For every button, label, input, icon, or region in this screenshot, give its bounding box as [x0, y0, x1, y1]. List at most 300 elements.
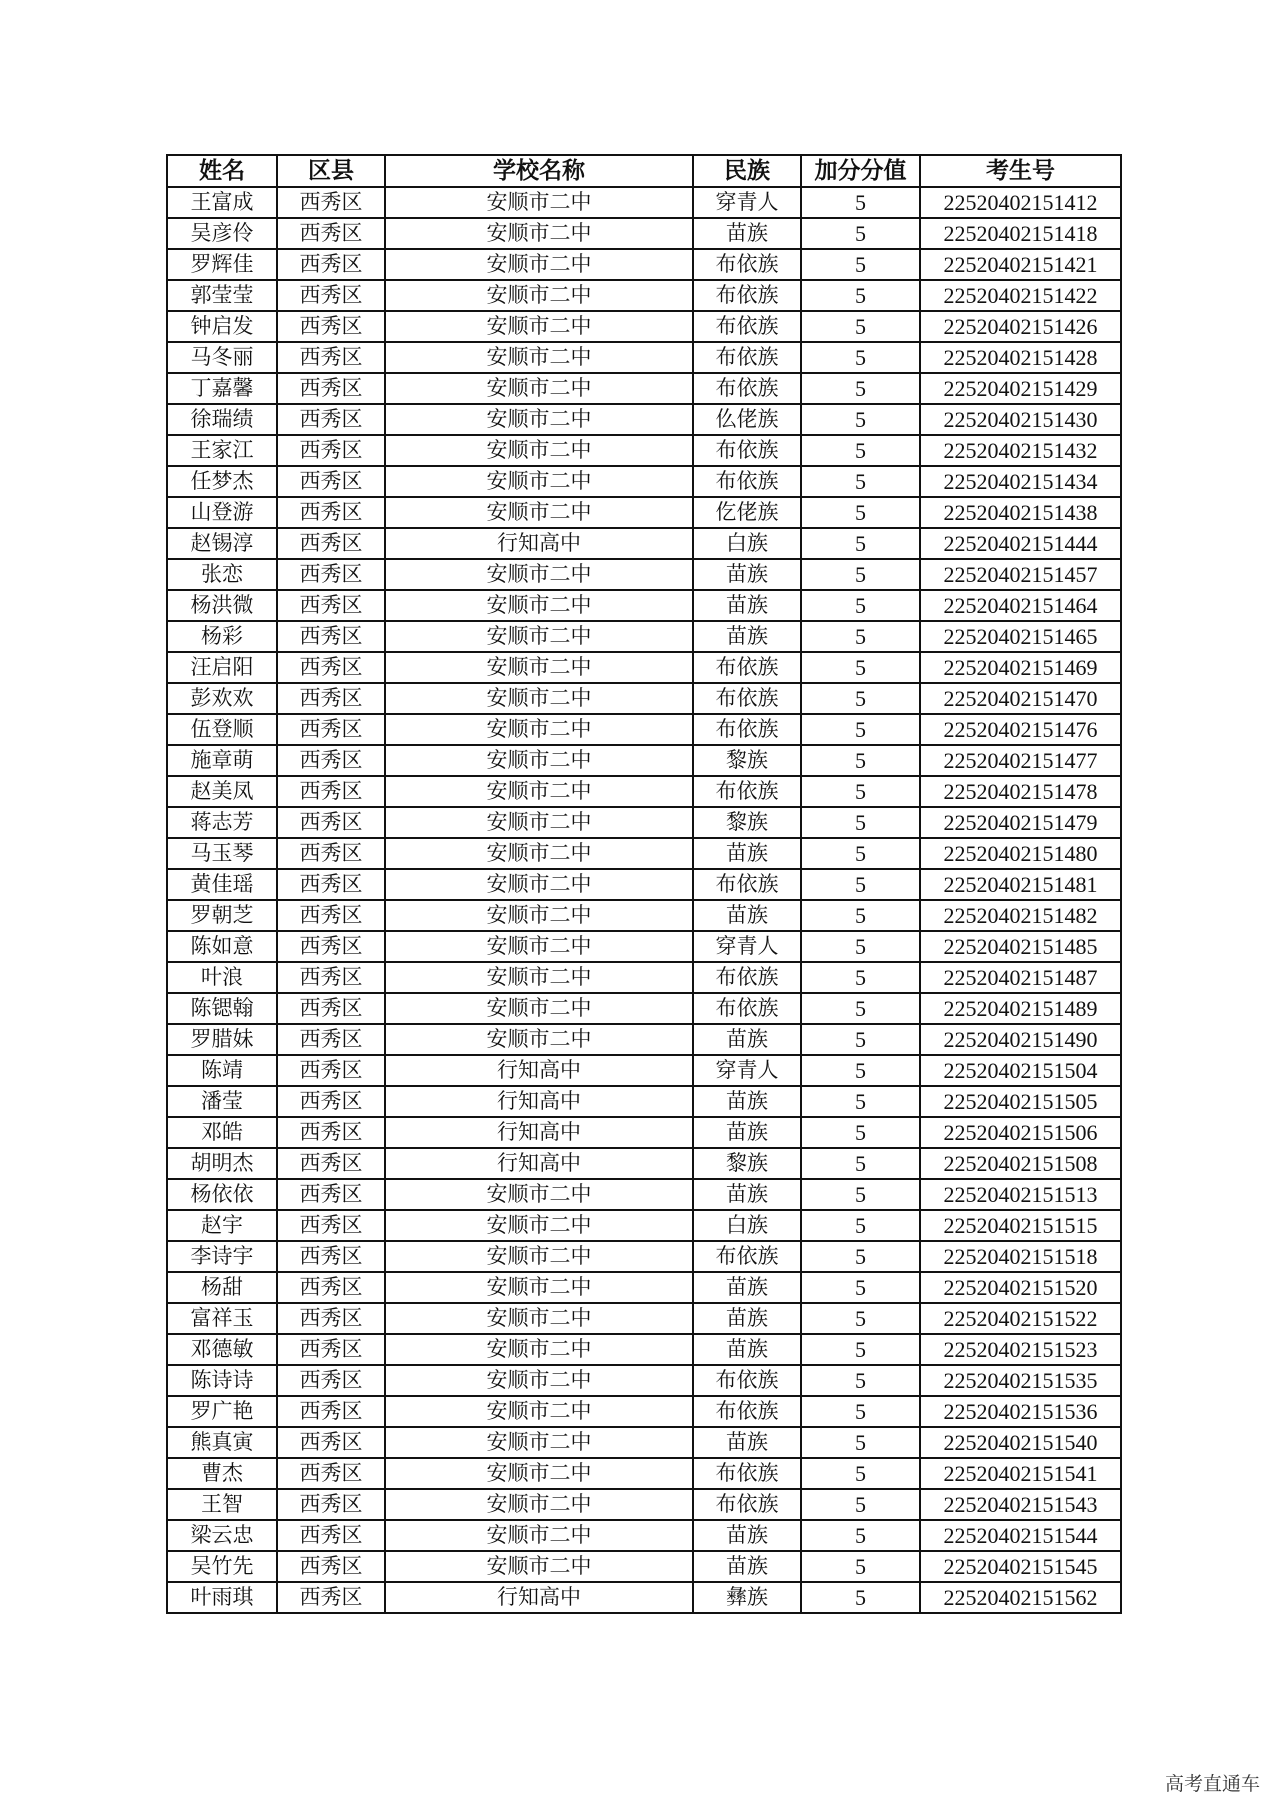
cell-district: 西秀区 — [277, 187, 385, 218]
cell-ethnicity: 穿青人 — [693, 1055, 801, 1086]
cell-school: 安顺市二中 — [385, 590, 693, 621]
cell-bonus: 5 — [801, 249, 920, 280]
cell-school: 行知高中 — [385, 1086, 693, 1117]
cell-school: 行知高中 — [385, 1117, 693, 1148]
cell-exam-id: 22520402151540 — [920, 1427, 1121, 1458]
cell-name: 陈诗诗 — [167, 1365, 277, 1396]
cell-bonus: 5 — [801, 993, 920, 1024]
table-row — [167, 342, 1121, 373]
table-row — [167, 1396, 1121, 1427]
cell-name: 赵锡淳 — [167, 528, 277, 559]
cell-name: 陈锶翰 — [167, 993, 277, 1024]
cell-ethnicity: 布依族 — [693, 373, 801, 404]
cell-name: 罗腊妹 — [167, 1024, 277, 1055]
cell-school: 安顺市二中 — [385, 900, 693, 931]
cell-bonus: 5 — [801, 311, 920, 342]
cell-exam-id: 22520402151481 — [920, 869, 1121, 900]
cell-school: 安顺市二中 — [385, 776, 693, 807]
cell-ethnicity: 布依族 — [693, 342, 801, 373]
cell-name: 王家江 — [167, 435, 277, 466]
cell-exam-id: 22520402151469 — [920, 652, 1121, 683]
table-row — [167, 528, 1121, 559]
cell-bonus: 5 — [801, 1055, 920, 1086]
cell-ethnicity: 黎族 — [693, 807, 801, 838]
table-row — [167, 1489, 1121, 1520]
cell-ethnicity: 黎族 — [693, 745, 801, 776]
cell-name: 曹杰 — [167, 1458, 277, 1489]
cell-exam-id: 22520402151520 — [920, 1272, 1121, 1303]
cell-school: 安顺市二中 — [385, 1520, 693, 1551]
watermark: 高考直通车 — [1164, 1773, 1260, 1795]
cell-bonus: 5 — [801, 1334, 920, 1365]
cell-school: 安顺市二中 — [385, 869, 693, 900]
cell-district: 西秀区 — [277, 1396, 385, 1427]
cell-name: 罗朝芝 — [167, 900, 277, 931]
cell-exam-id: 22520402151536 — [920, 1396, 1121, 1427]
cell-ethnicity: 苗族 — [693, 218, 801, 249]
table-row — [167, 218, 1121, 249]
cell-district: 西秀区 — [277, 373, 385, 404]
cell-district: 西秀区 — [277, 1272, 385, 1303]
cell-ethnicity: 布依族 — [693, 652, 801, 683]
cell-bonus: 5 — [801, 1117, 920, 1148]
cell-ethnicity: 布依族 — [693, 1241, 801, 1272]
cell-school: 安顺市二中 — [385, 249, 693, 280]
table-row — [167, 1427, 1121, 1458]
cell-ethnicity: 布依族 — [693, 776, 801, 807]
cell-bonus: 5 — [801, 1148, 920, 1179]
cell-exam-id: 22520402151523 — [920, 1334, 1121, 1365]
cell-bonus: 5 — [801, 373, 920, 404]
cell-name: 陈如意 — [167, 931, 277, 962]
cell-ethnicity: 彝族 — [693, 1582, 801, 1613]
cell-district: 西秀区 — [277, 1086, 385, 1117]
cell-exam-id: 22520402151464 — [920, 590, 1121, 621]
cell-district: 西秀区 — [277, 311, 385, 342]
cell-exam-id: 22520402151505 — [920, 1086, 1121, 1117]
cell-ethnicity: 苗族 — [693, 838, 801, 869]
cell-district: 西秀区 — [277, 466, 385, 497]
cell-ethnicity: 仫佬族 — [693, 404, 801, 435]
header-row — [167, 155, 1121, 187]
cell-district: 西秀区 — [277, 1117, 385, 1148]
cell-name: 赵宇 — [167, 1210, 277, 1241]
cell-district: 西秀区 — [277, 1303, 385, 1334]
table-row — [167, 187, 1121, 218]
cell-bonus: 5 — [801, 404, 920, 435]
table-row — [167, 311, 1121, 342]
cell-exam-id: 22520402151513 — [920, 1179, 1121, 1210]
table-row — [167, 993, 1121, 1024]
cell-district: 西秀区 — [277, 1458, 385, 1489]
cell-school: 安顺市二中 — [385, 435, 693, 466]
table-row — [167, 1241, 1121, 1272]
cell-ethnicity: 苗族 — [693, 590, 801, 621]
cell-ethnicity: 布依族 — [693, 1489, 801, 1520]
cell-school: 安顺市二中 — [385, 1024, 693, 1055]
cell-name: 熊真寅 — [167, 1427, 277, 1458]
cell-school: 安顺市二中 — [385, 466, 693, 497]
cell-name: 郭莹莹 — [167, 280, 277, 311]
cell-ethnicity: 苗族 — [693, 1303, 801, 1334]
cell-bonus: 5 — [801, 683, 920, 714]
cell-school: 安顺市二中 — [385, 559, 693, 590]
table-row — [167, 1024, 1121, 1055]
cell-exam-id: 22520402151422 — [920, 280, 1121, 311]
cell-ethnicity: 布依族 — [693, 993, 801, 1024]
cell-district: 西秀区 — [277, 249, 385, 280]
cell-name: 钟启发 — [167, 311, 277, 342]
cell-school: 安顺市二中 — [385, 373, 693, 404]
cell-ethnicity: 布依族 — [693, 311, 801, 342]
cell-bonus: 5 — [801, 838, 920, 869]
table-row — [167, 1551, 1121, 1582]
table-row — [167, 621, 1121, 652]
cell-district: 西秀区 — [277, 807, 385, 838]
cell-bonus: 5 — [801, 1086, 920, 1117]
cell-name: 张恋 — [167, 559, 277, 590]
cell-district: 西秀区 — [277, 1365, 385, 1396]
cell-bonus: 5 — [801, 1272, 920, 1303]
cell-bonus: 5 — [801, 466, 920, 497]
cell-school: 安顺市二中 — [385, 683, 693, 714]
header-ethnicity: 民族 — [693, 155, 801, 187]
cell-ethnicity: 布依族 — [693, 1365, 801, 1396]
table-row — [167, 776, 1121, 807]
cell-school: 安顺市二中 — [385, 1396, 693, 1427]
cell-name: 邓皓 — [167, 1117, 277, 1148]
cell-bonus: 5 — [801, 807, 920, 838]
table-row — [167, 373, 1121, 404]
table-row — [167, 1458, 1121, 1489]
cell-exam-id: 22520402151426 — [920, 311, 1121, 342]
cell-exam-id: 22520402151508 — [920, 1148, 1121, 1179]
cell-ethnicity: 黎族 — [693, 1148, 801, 1179]
cell-name: 马玉琴 — [167, 838, 277, 869]
cell-name: 汪启阳 — [167, 652, 277, 683]
cell-exam-id: 22520402151444 — [920, 528, 1121, 559]
cell-school: 安顺市二中 — [385, 311, 693, 342]
cell-bonus: 5 — [801, 1520, 920, 1551]
cell-name: 叶浪 — [167, 962, 277, 993]
cell-school: 安顺市二中 — [385, 714, 693, 745]
cell-name: 赵美凤 — [167, 776, 277, 807]
cell-exam-id: 22520402151487 — [920, 962, 1121, 993]
cell-exam-id: 22520402151412 — [920, 187, 1121, 218]
table-row — [167, 1179, 1121, 1210]
cell-ethnicity: 布依族 — [693, 683, 801, 714]
table-row — [167, 900, 1121, 931]
cell-exam-id: 22520402151543 — [920, 1489, 1121, 1520]
cell-district: 西秀区 — [277, 342, 385, 373]
cell-exam-id: 22520402151418 — [920, 218, 1121, 249]
table-row — [167, 838, 1121, 869]
cell-district: 西秀区 — [277, 1210, 385, 1241]
table-row — [167, 962, 1121, 993]
cell-school: 安顺市二中 — [385, 1458, 693, 1489]
cell-ethnicity: 苗族 — [693, 1086, 801, 1117]
cell-school: 行知高中 — [385, 1055, 693, 1086]
table-row — [167, 1365, 1121, 1396]
table-row — [167, 1582, 1121, 1613]
cell-exam-id: 22520402151434 — [920, 466, 1121, 497]
cell-name: 马冬丽 — [167, 342, 277, 373]
cell-district: 西秀区 — [277, 528, 385, 559]
cell-exam-id: 22520402151489 — [920, 993, 1121, 1024]
cell-school: 安顺市二中 — [385, 962, 693, 993]
cell-exam-id: 22520402151545 — [920, 1551, 1121, 1582]
student-bonus-table — [166, 154, 1122, 1614]
cell-exam-id: 22520402151485 — [920, 931, 1121, 962]
cell-bonus: 5 — [801, 1024, 920, 1055]
cell-bonus: 5 — [801, 590, 920, 621]
table-row — [167, 1086, 1121, 1117]
table-row — [167, 435, 1121, 466]
header-school: 学校名称 — [385, 155, 693, 187]
cell-ethnicity: 苗族 — [693, 1427, 801, 1458]
cell-ethnicity: 布依族 — [693, 280, 801, 311]
cell-district: 西秀区 — [277, 559, 385, 590]
cell-exam-id: 22520402151515 — [920, 1210, 1121, 1241]
cell-name: 山登游 — [167, 497, 277, 528]
table-row — [167, 1148, 1121, 1179]
cell-district: 西秀区 — [277, 900, 385, 931]
cell-exam-id: 22520402151432 — [920, 435, 1121, 466]
cell-exam-id: 22520402151479 — [920, 807, 1121, 838]
cell-ethnicity: 布依族 — [693, 869, 801, 900]
cell-ethnicity: 苗族 — [693, 1179, 801, 1210]
cell-school: 安顺市二中 — [385, 1179, 693, 1210]
cell-name: 杨洪微 — [167, 590, 277, 621]
cell-school: 行知高中 — [385, 528, 693, 559]
cell-bonus: 5 — [801, 652, 920, 683]
cell-bonus: 5 — [801, 869, 920, 900]
cell-bonus: 5 — [801, 497, 920, 528]
cell-exam-id: 22520402151541 — [920, 1458, 1121, 1489]
cell-exam-id: 22520402151429 — [920, 373, 1121, 404]
cell-bonus: 5 — [801, 435, 920, 466]
cell-name: 邓德敏 — [167, 1334, 277, 1365]
table-row — [167, 590, 1121, 621]
cell-bonus: 5 — [801, 1458, 920, 1489]
cell-school: 安顺市二中 — [385, 280, 693, 311]
cell-district: 西秀区 — [277, 1334, 385, 1365]
cell-bonus: 5 — [801, 745, 920, 776]
cell-district: 西秀区 — [277, 1489, 385, 1520]
cell-exam-id: 22520402151430 — [920, 404, 1121, 435]
cell-school: 安顺市二中 — [385, 1303, 693, 1334]
cell-school: 行知高中 — [385, 1148, 693, 1179]
cell-bonus: 5 — [801, 1489, 920, 1520]
cell-bonus: 5 — [801, 776, 920, 807]
cell-ethnicity: 布依族 — [693, 1458, 801, 1489]
cell-name: 富祥玉 — [167, 1303, 277, 1334]
cell-bonus: 5 — [801, 621, 920, 652]
table-row — [167, 280, 1121, 311]
cell-name: 丁嘉馨 — [167, 373, 277, 404]
cell-bonus: 5 — [801, 1582, 920, 1613]
cell-exam-id: 22520402151504 — [920, 1055, 1121, 1086]
cell-school: 行知高中 — [385, 1582, 693, 1613]
cell-exam-id: 22520402151506 — [920, 1117, 1121, 1148]
cell-exam-id: 22520402151476 — [920, 714, 1121, 745]
cell-bonus: 5 — [801, 280, 920, 311]
cell-ethnicity: 布依族 — [693, 435, 801, 466]
cell-exam-id: 22520402151518 — [920, 1241, 1121, 1272]
cell-district: 西秀区 — [277, 838, 385, 869]
cell-exam-id: 22520402151428 — [920, 342, 1121, 373]
table-row — [167, 249, 1121, 280]
cell-exam-id: 22520402151522 — [920, 1303, 1121, 1334]
cell-exam-id: 22520402151477 — [920, 745, 1121, 776]
cell-school: 安顺市二中 — [385, 838, 693, 869]
cell-bonus: 5 — [801, 559, 920, 590]
cell-school: 安顺市二中 — [385, 497, 693, 528]
cell-name: 罗辉佳 — [167, 249, 277, 280]
cell-ethnicity: 苗族 — [693, 621, 801, 652]
cell-ethnicity: 苗族 — [693, 1117, 801, 1148]
cell-name: 陈靖 — [167, 1055, 277, 1086]
cell-exam-id: 22520402151470 — [920, 683, 1121, 714]
cell-district: 西秀区 — [277, 1179, 385, 1210]
table-row — [167, 1520, 1121, 1551]
cell-school: 安顺市二中 — [385, 993, 693, 1024]
cell-school: 安顺市二中 — [385, 1551, 693, 1582]
cell-ethnicity: 穿青人 — [693, 187, 801, 218]
cell-school: 安顺市二中 — [385, 745, 693, 776]
header-district: 区县 — [277, 155, 385, 187]
cell-ethnicity: 仡佬族 — [693, 497, 801, 528]
cell-ethnicity: 布依族 — [693, 466, 801, 497]
table-row — [167, 1303, 1121, 1334]
cell-bonus: 5 — [801, 342, 920, 373]
cell-name: 吴彦伶 — [167, 218, 277, 249]
cell-name: 叶雨琪 — [167, 1582, 277, 1613]
cell-ethnicity: 穿青人 — [693, 931, 801, 962]
cell-exam-id: 22520402151457 — [920, 559, 1121, 590]
cell-bonus: 5 — [801, 1241, 920, 1272]
table-row — [167, 1117, 1121, 1148]
cell-school: 安顺市二中 — [385, 187, 693, 218]
table-row — [167, 1272, 1121, 1303]
table-row — [167, 404, 1121, 435]
cell-name: 彭欢欢 — [167, 683, 277, 714]
cell-bonus: 5 — [801, 1427, 920, 1458]
table-row — [167, 652, 1121, 683]
cell-district: 西秀区 — [277, 218, 385, 249]
cell-name: 施章萌 — [167, 745, 277, 776]
cell-name: 李诗宇 — [167, 1241, 277, 1272]
cell-name: 王智 — [167, 1489, 277, 1520]
cell-district: 西秀区 — [277, 776, 385, 807]
header-bonus: 加分分值 — [801, 155, 920, 187]
cell-school: 安顺市二中 — [385, 404, 693, 435]
cell-bonus: 5 — [801, 1396, 920, 1427]
table-row — [167, 683, 1121, 714]
cell-ethnicity: 白族 — [693, 528, 801, 559]
table-row — [167, 931, 1121, 962]
cell-district: 西秀区 — [277, 931, 385, 962]
cell-district: 西秀区 — [277, 993, 385, 1024]
cell-name: 任梦杰 — [167, 466, 277, 497]
cell-school: 安顺市二中 — [385, 342, 693, 373]
cell-ethnicity: 苗族 — [693, 900, 801, 931]
cell-district: 西秀区 — [277, 1055, 385, 1086]
cell-bonus: 5 — [801, 962, 920, 993]
cell-school: 安顺市二中 — [385, 1241, 693, 1272]
cell-name: 蒋志芳 — [167, 807, 277, 838]
cell-district: 西秀区 — [277, 1582, 385, 1613]
cell-district: 西秀区 — [277, 683, 385, 714]
cell-school: 安顺市二中 — [385, 1272, 693, 1303]
cell-school: 安顺市二中 — [385, 931, 693, 962]
cell-bonus: 5 — [801, 1303, 920, 1334]
cell-bonus: 5 — [801, 931, 920, 962]
cell-school: 安顺市二中 — [385, 1365, 693, 1396]
cell-district: 西秀区 — [277, 590, 385, 621]
cell-district: 西秀区 — [277, 1148, 385, 1179]
cell-exam-id: 22520402151482 — [920, 900, 1121, 931]
cell-name: 吴竹先 — [167, 1551, 277, 1582]
cell-school: 安顺市二中 — [385, 1489, 693, 1520]
cell-ethnicity: 苗族 — [693, 1551, 801, 1582]
cell-exam-id: 22520402151562 — [920, 1582, 1121, 1613]
cell-ethnicity: 布依族 — [693, 962, 801, 993]
cell-name: 杨彩 — [167, 621, 277, 652]
cell-bonus: 5 — [801, 1551, 920, 1582]
table-row — [167, 745, 1121, 776]
cell-ethnicity: 布依族 — [693, 249, 801, 280]
cell-district: 西秀区 — [277, 714, 385, 745]
cell-exam-id: 22520402151465 — [920, 621, 1121, 652]
cell-ethnicity: 苗族 — [693, 1520, 801, 1551]
table-row — [167, 1210, 1121, 1241]
cell-name: 罗广艳 — [167, 1396, 277, 1427]
table-row — [167, 1334, 1121, 1365]
cell-ethnicity: 苗族 — [693, 1272, 801, 1303]
cell-district: 西秀区 — [277, 652, 385, 683]
cell-district: 西秀区 — [277, 280, 385, 311]
cell-bonus: 5 — [801, 528, 920, 559]
table-row — [167, 466, 1121, 497]
cell-school: 安顺市二中 — [385, 1210, 693, 1241]
table-row — [167, 497, 1121, 528]
cell-district: 西秀区 — [277, 1427, 385, 1458]
cell-name: 梁云忠 — [167, 1520, 277, 1551]
header-exam-id: 考生号 — [920, 155, 1121, 187]
table-row — [167, 714, 1121, 745]
cell-name: 杨甜 — [167, 1272, 277, 1303]
cell-district: 西秀区 — [277, 869, 385, 900]
cell-school: 安顺市二中 — [385, 807, 693, 838]
cell-bonus: 5 — [801, 1365, 920, 1396]
cell-ethnicity: 布依族 — [693, 1396, 801, 1427]
cell-name: 徐瑞绩 — [167, 404, 277, 435]
table-row — [167, 1055, 1121, 1086]
cell-ethnicity: 白族 — [693, 1210, 801, 1241]
cell-name: 王富成 — [167, 187, 277, 218]
cell-bonus: 5 — [801, 1210, 920, 1241]
cell-exam-id: 22520402151544 — [920, 1520, 1121, 1551]
cell-bonus: 5 — [801, 900, 920, 931]
cell-district: 西秀区 — [277, 1024, 385, 1055]
cell-district: 西秀区 — [277, 621, 385, 652]
cell-exam-id: 22520402151490 — [920, 1024, 1121, 1055]
cell-district: 西秀区 — [277, 1551, 385, 1582]
cell-bonus: 5 — [801, 714, 920, 745]
cell-name: 杨依依 — [167, 1179, 277, 1210]
cell-school: 安顺市二中 — [385, 1427, 693, 1458]
